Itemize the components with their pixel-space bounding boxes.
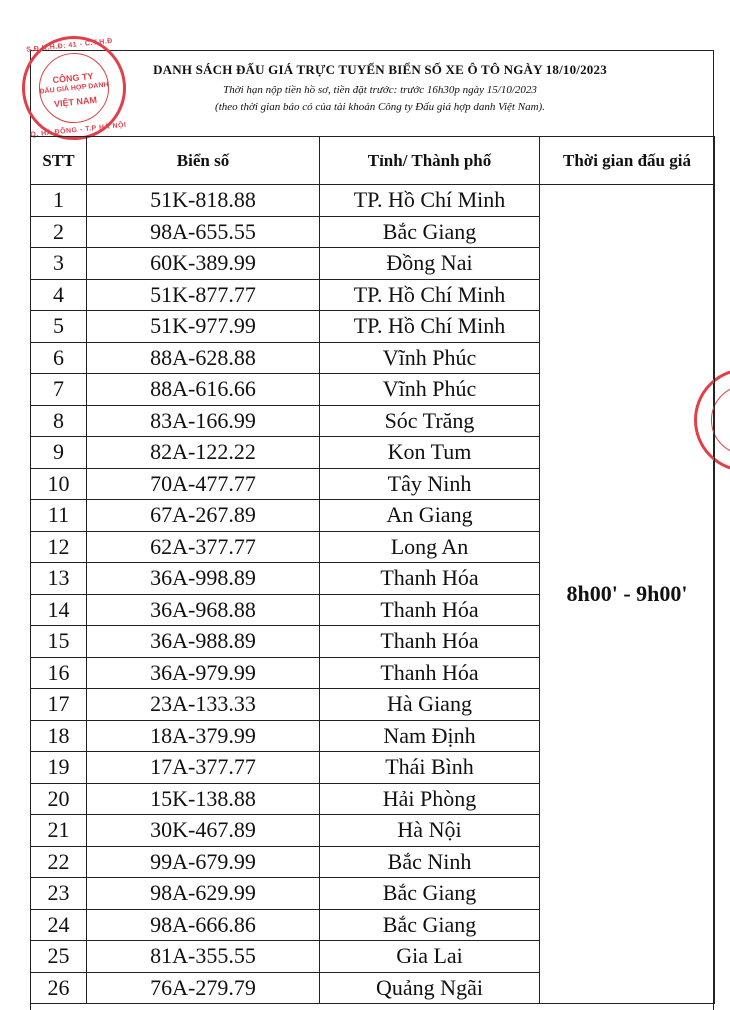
stt-cell: 2 [31,216,87,248]
plate-auction-table [30,136,715,1004]
province-cell: Thanh Hóa [320,626,540,658]
stt-cell: 3 [31,248,87,280]
stt-cell: 15 [31,626,87,658]
plate-cell: 51K-877.77 [87,279,320,311]
table-row [31,185,715,217]
province-cell: TP. Hồ Chí Minh [320,279,540,311]
stt-cell: 24 [31,909,87,941]
plate-cell: 82A-122.22 [87,437,320,469]
province-cell: Hà Giang [320,689,540,721]
province-cell: Đồng Nai [320,248,540,280]
province-cell: TP. Hồ Chí Minh [320,185,540,217]
province-cell: Hà Nội [320,815,540,847]
province-cell: Bắc Giang [320,878,540,910]
province-cell: An Giang [320,500,540,532]
province-cell: Sóc Trăng [320,405,540,437]
province-cell: Tây Ninh [320,468,540,500]
deadline-note: Thời hạn nộp tiền hồ sơ, tiền đặt trước: trước 16h30p ngày 15/10/2023 [223,84,537,96]
province-cell: Nam Định [320,720,540,752]
stt-cell: 19 [31,752,87,784]
header-plate: Biển số [87,137,320,185]
header-stt: STT [31,137,87,185]
province-cell: Hải Phòng [320,783,540,815]
plate-cell: 36A-998.89 [87,563,320,595]
stt-cell: 4 [31,279,87,311]
stt-cell: 11 [31,500,87,532]
province-cell: Kon Tum [320,437,540,469]
province-cell: Bắc Ninh [320,846,540,878]
stt-cell: 23 [31,878,87,910]
header-time: Thời gian đấu giá [540,137,715,185]
province-cell: Thái Bình [320,752,540,784]
stt-cell: 21 [31,815,87,847]
plate-cell: 23A-133.33 [87,689,320,721]
seal-top-ring-text: S.Đ.K.H.Đ: 41 - C.T.H.Đ [25,37,114,54]
table-body [31,185,715,1004]
province-cell: Vĩnh Phúc [320,374,540,406]
province-cell: Bắc Giang [320,909,540,941]
plate-cell: 36A-988.89 [87,626,320,658]
stt-cell: 13 [31,563,87,595]
plate-cell: 30K-467.89 [87,815,320,847]
plate-cell: 76A-279.79 [87,972,320,1004]
stt-cell: 16 [31,657,87,689]
plate-cell: 51K-977.99 [87,311,320,343]
seal-line-2: ĐẤU GIÁ HỢP DANH [39,81,109,96]
province-cell: Quảng Ngãi [320,972,540,1004]
stt-cell: 20 [31,783,87,815]
stt-cell: 26 [31,972,87,1004]
stt-cell: 6 [31,342,87,374]
stt-cell: 18 [31,720,87,752]
stt-cell: 10 [31,468,87,500]
stt-cell: 22 [31,846,87,878]
plate-cell: 36A-968.88 [87,594,320,626]
plate-cell: 70A-477.77 [87,468,320,500]
province-cell: Gia Lai [320,941,540,973]
plate-cell: 88A-628.88 [87,342,320,374]
seal-line-1: CÔNG TY [52,70,94,86]
plate-cell: 99A-679.99 [87,846,320,878]
province-cell: Vĩnh Phúc [320,342,540,374]
province-cell: TP. Hồ Chí Minh [320,311,540,343]
table-header-row [31,137,715,185]
auction-time-cell: 8h00' - 9h00' [540,185,715,1004]
plate-cell: 88A-616.66 [87,374,320,406]
province-cell: Thanh Hóa [320,657,540,689]
plate-cell: 83A-166.99 [87,405,320,437]
province-cell: Long An [320,531,540,563]
plate-cell: 67A-267.89 [87,500,320,532]
province-cell: Bắc Giang [320,216,540,248]
plate-cell: 98A-666.86 [87,909,320,941]
stt-cell: 5 [31,311,87,343]
stt-cell: 17 [31,689,87,721]
plate-cell: 18A-379.99 [87,720,320,752]
plate-cell: 62A-377.77 [87,531,320,563]
stt-cell: 8 [31,405,87,437]
header-province: Tỉnh/ Thành phố [320,137,540,185]
stt-cell: 7 [31,374,87,406]
document-title: DANH SÁCH ĐẤU GIÁ TRỰC TUYẾN BIỂN SỐ XE Ô TÔ NGÀY 18/10/2023 [153,62,607,77]
stt-cell: 9 [31,437,87,469]
province-cell: Thanh Hóa [320,594,540,626]
plate-cell: 81A-355.55 [87,941,320,973]
plate-cell: 15K-138.88 [87,783,320,815]
deadline-note-detail: (theo thời gian báo có của tài khoản Công ty Đấu giá hợp danh Việt Nam). [215,101,545,113]
seal-line-3: VIỆT NAM [53,94,98,110]
stt-cell: 12 [31,531,87,563]
plate-cell: 98A-629.99 [87,878,320,910]
plate-cell: 36A-979.99 [87,657,320,689]
plate-cell: 98A-655.55 [87,216,320,248]
stt-cell: 14 [31,594,87,626]
plate-cell: 17A-377.77 [87,752,320,784]
plate-cell: 51K-818.88 [87,185,320,217]
stt-cell: 25 [31,941,87,973]
seal-bottom-ring-text: Q. HÀ ĐÔNG - T.P HÀ NỘI [30,121,127,139]
plate-cell: 60K-389.99 [87,248,320,280]
stt-cell: 1 [31,185,87,217]
province-cell: Thanh Hóa [320,563,540,595]
